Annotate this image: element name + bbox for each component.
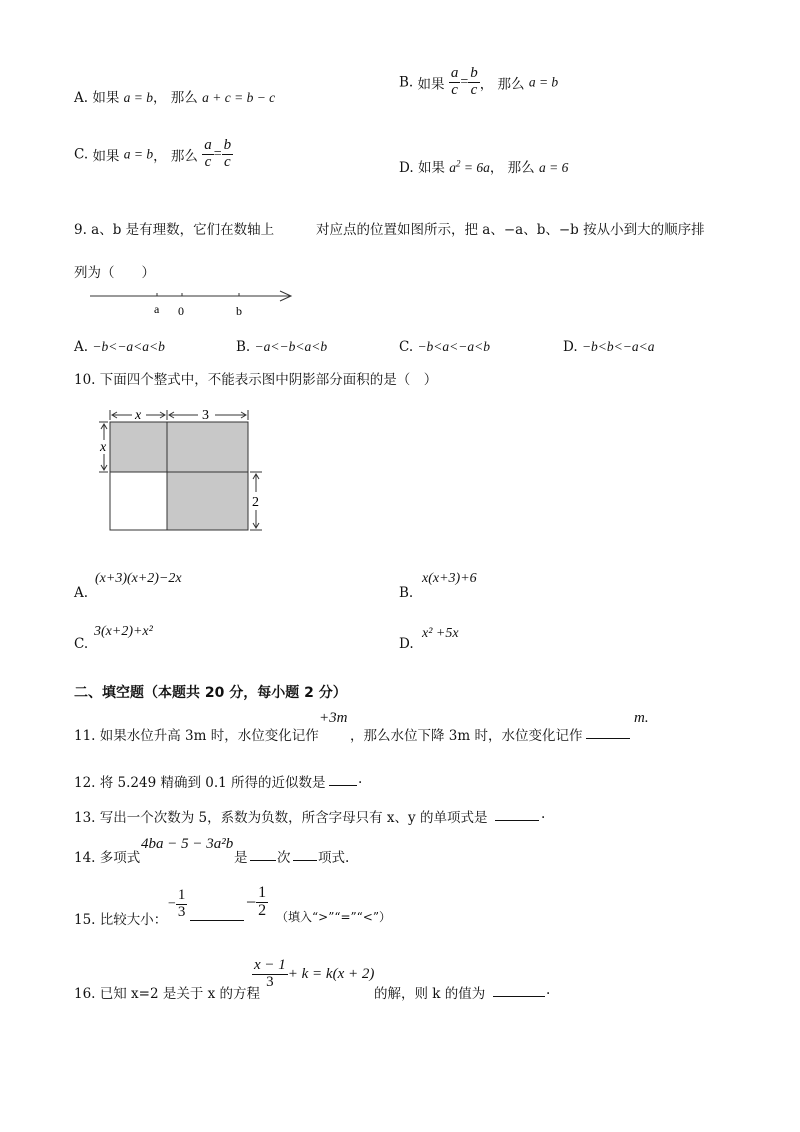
q9-option-c: C. −b<a<−a<b: [399, 339, 490, 355]
q12-blank[interactable]: [329, 785, 357, 786]
q9-option-d: D. −b<b<−a<a: [563, 339, 655, 355]
q10-option-a-label: A.: [74, 585, 89, 601]
q10-option-d-expr: x² +5x: [422, 626, 459, 641]
q8-option-a: A. 如果 a = b， 那么 a + c = b − c: [74, 90, 276, 106]
q14-text3: 次: [277, 850, 291, 866]
q10-option-b-expr: x(x+3)+6: [422, 571, 477, 586]
q13-blank[interactable]: [495, 820, 539, 821]
q13-text: 13. 写出一个次数为 5，系数为负数，所含字母只有 x、y 的单项式是: [74, 810, 488, 826]
fig-label-top-3: 3: [202, 408, 209, 423]
axis-label-0: 0: [178, 304, 184, 318]
q14-text4: 项式.: [318, 850, 350, 866]
q16-text1: 16. 已知 x=2 是关于 x 的方程: [74, 986, 261, 1002]
q13-end: .: [541, 806, 546, 822]
q16-equation: $\frac{x - 1}{3}$ + k = k(x + 2): [254, 957, 375, 990]
q9-option-b: B. −a<−b<a<b: [236, 339, 328, 355]
q15-blank[interactable]: [190, 920, 244, 921]
q14-blank-1[interactable]: [250, 860, 276, 861]
q12-text: 12. 将 5.249 精确到 0.1 所得的近似数是: [74, 775, 326, 791]
q10-option-c-label: C.: [74, 636, 89, 652]
fig-label-top-x: x: [135, 408, 142, 423]
q10-option-d-label: D.: [399, 636, 414, 652]
section2-title: 二、填空题（本题共 20 分，每小题 2 分）: [74, 685, 347, 701]
q15-hint: （填入“>”“=”“<”）: [276, 910, 391, 924]
q10-option-b-label: B.: [399, 585, 414, 601]
q10-option-a-expr: (x+3)(x+2)−2x: [95, 571, 182, 586]
axis-label-b: b: [236, 304, 242, 318]
q9-stem-line2: 列为（ ）: [74, 265, 155, 281]
q10-stem: 10. 下面四个整式中，不能表示图中阴影部分面积的是（ ）: [74, 372, 438, 388]
q11-text1: 11. 如果水位升高 3m 时，水位变化记作: [74, 728, 319, 744]
q16-text2: 的解，则 k 的值为: [374, 986, 486, 1002]
q16-end: .: [546, 982, 551, 998]
q10-figure: [94, 404, 266, 536]
q8-option-c: C. 如果 a = b， 那么 $\frac{a}{c}$ = $\frac{b}{c}$: [74, 137, 232, 170]
q15-fraction-1: − $\frac{1}{3}$: [168, 887, 186, 920]
q11-value: +3m: [319, 710, 348, 726]
q9-stem-part2: 对应点的位置如图所示，把 a、−a、b、−b 按从小到大的顺序排: [316, 222, 705, 238]
q11-unit: m.: [634, 710, 649, 726]
fig-label-left-x: x: [100, 440, 107, 455]
q10-option-c-expr: 3(x+2)+x²: [94, 624, 153, 639]
q8-option-d: D. 如果 $a^2 = 6a$， 那么 a = 6: [399, 158, 569, 176]
q14-blank-2[interactable]: [293, 860, 317, 861]
q9-number-line: [86, 286, 298, 320]
q8-option-b: B. 如果 $\frac{a}{c}$ = $\frac{b}{c}$ ， 那么 a = b: [399, 65, 559, 98]
q14-text2: 是: [234, 850, 248, 866]
q16-blank[interactable]: [493, 996, 545, 997]
q11-text2: ，那么水位下降 3m 时，水位变化记作: [350, 728, 583, 744]
q15-text1: 15. 比较大小：: [74, 912, 168, 928]
axis-label-a: a: [154, 302, 160, 316]
q9-option-a: A. −b<−a<a<b: [74, 339, 165, 355]
fig-label-right-2: 2: [252, 495, 259, 510]
q14-polynomial: 4ba − 5 − 3a²b: [141, 836, 234, 852]
q14-text1: 14. 多项式: [74, 850, 141, 866]
q15-fraction-2: − $\frac{1}{2}$: [246, 884, 267, 919]
q12-end: .: [358, 771, 363, 787]
q11-blank[interactable]: [586, 738, 630, 739]
q9-stem-part1: 9. a、b 是有理数，它们在数轴上: [74, 222, 275, 238]
